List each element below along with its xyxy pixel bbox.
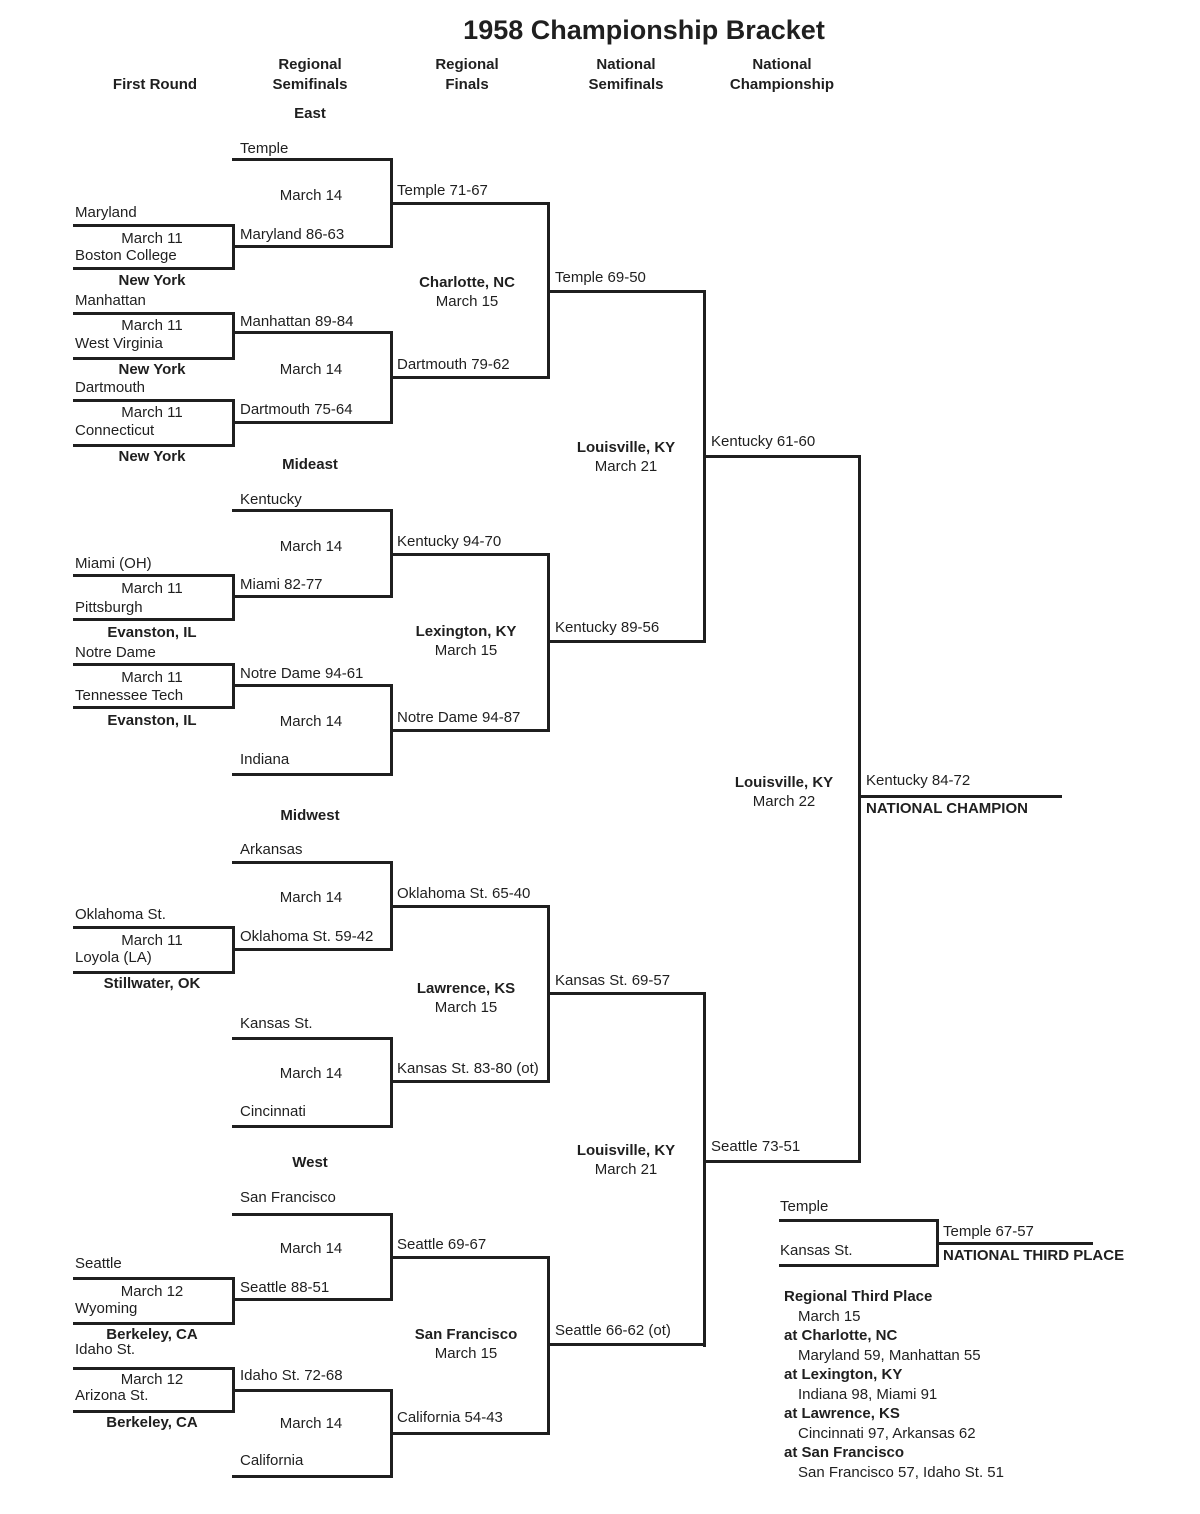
west-bye-bottom-team: California <box>240 1452 304 1469</box>
column-header-first-round: First Round <box>112 76 198 93</box>
east-game3-venue: New York <box>118 448 186 465</box>
east-game1-winner-line <box>232 245 390 248</box>
west-bye-bottom-line <box>232 1475 390 1478</box>
east-semi1-winner: Temple 71-67 <box>397 182 488 199</box>
west-game1-top-team: Seattle <box>75 1255 122 1272</box>
column-header-regional-semifinals-2: Semifinals <box>272 76 348 93</box>
east-game3-bottom-line <box>73 444 232 447</box>
third-place-label: NATIONAL THIRD PLACE <box>943 1247 1125 1264</box>
west-game2-winner: Idaho St. 72-68 <box>240 1367 343 1384</box>
midwest-bye-top-team: Arkansas <box>240 841 303 858</box>
east-game1-bottom-team: Boston College <box>75 247 177 264</box>
national-final-vertical <box>858 455 861 1163</box>
column-header-national-championship-2: Championship <box>729 76 835 93</box>
midwest-game1-top-line <box>73 926 232 929</box>
third-place-winner: Temple 67-57 <box>943 1223 1034 1240</box>
regional-third-place-heading: Regional Third Place <box>784 1288 933 1305</box>
west-game1-bottom-line <box>73 1322 232 1325</box>
mideast-game1-winner: Miami 82-77 <box>240 576 323 593</box>
third-place-bottom-line <box>779 1264 936 1267</box>
mideast-game2-venue: Evanston, IL <box>107 712 197 729</box>
east-bye-top-team: Temple <box>240 140 289 157</box>
mideast-bye-top-line <box>232 509 390 512</box>
mideast-final-winner-line <box>547 640 703 643</box>
region-label-mideast: Mideast <box>282 456 338 473</box>
third-place-top-team: Temple <box>780 1198 829 1215</box>
east-game3-top-line <box>73 399 232 402</box>
mideast-bye-bottom-line <box>232 773 390 776</box>
mideast-game1-top-team: Miami (OH) <box>75 555 152 572</box>
national-semi2-winner: Seattle 73-51 <box>711 1138 801 1155</box>
regional-third-place-result-3: Cincinnati 97, Arkansas 62 <box>798 1425 976 1442</box>
mideast-game2-winner: Notre Dame 94-61 <box>240 665 364 682</box>
national-semi1-date: March 21 <box>594 458 658 475</box>
mideast-final-vertical <box>547 553 550 732</box>
west-game1-bottom-team: Wyoming <box>75 1300 138 1317</box>
west-semi1-winner-line <box>390 1256 547 1259</box>
east-game3-winner-line <box>232 421 390 424</box>
west-final-venue: San Francisco <box>414 1326 518 1343</box>
midwest-semi1-date: March 14 <box>279 889 343 906</box>
midwest-game1-venue: Stillwater, OK <box>103 975 201 992</box>
national-champion-label: NATIONAL CHAMPION <box>866 800 1028 817</box>
midwest-game1-bottom-line <box>73 971 232 974</box>
mideast-final-venue: Lexington, KY <box>415 623 517 640</box>
east-semi1-vertical <box>390 158 393 248</box>
east-semi2-winner-line <box>390 376 547 379</box>
east-game1-top-line <box>73 224 232 227</box>
east-game2-top-line <box>73 312 232 315</box>
east-semi1-date: March 14 <box>279 187 343 204</box>
mideast-semi2-winner: Notre Dame 94-87 <box>397 709 521 726</box>
mideast-final-date: March 15 <box>434 642 498 659</box>
east-game2-vertical <box>232 312 235 360</box>
third-place-top-line <box>779 1219 936 1222</box>
east-final-venue: Charlotte, NC <box>419 274 515 291</box>
midwest-final-date: March 15 <box>434 999 498 1016</box>
page-title: 1958 Championship Bracket <box>463 15 825 45</box>
regional-third-place-venue-4: at San Francisco <box>784 1444 905 1461</box>
national-semi1-vertical <box>703 290 706 643</box>
west-game2-bottom-line <box>73 1410 232 1413</box>
midwest-final-vertical <box>547 905 550 1083</box>
east-final-vertical <box>547 202 550 379</box>
east-game2-winner-line <box>232 331 390 334</box>
midwest-game1-date: March 11 <box>121 932 183 949</box>
east-game3-date: March 11 <box>121 404 183 421</box>
midwest-semi2-vertical <box>390 1037 393 1128</box>
west-bye-top-line <box>232 1213 390 1216</box>
mideast-game1-winner-line <box>232 595 390 598</box>
east-bye-top-line <box>232 158 390 161</box>
east-game1-date: March 11 <box>121 230 183 247</box>
east-game1-winner: Maryland 86-63 <box>240 226 345 243</box>
column-header-regional-finals-2: Finals <box>445 76 489 93</box>
column-header-national-semifinals-2: Semifinals <box>588 76 664 93</box>
national-final-venue: Louisville, KY <box>734 774 834 791</box>
column-header-national-semifinals-1: National <box>596 56 656 73</box>
midwest-final-venue: Lawrence, KS <box>416 980 516 997</box>
west-semi2-winner-line <box>390 1432 547 1435</box>
east-semi1-winner-line <box>390 202 547 205</box>
mideast-semi1-date: March 14 <box>279 538 343 555</box>
mideast-semi2-winner-line <box>390 729 547 732</box>
east-game1-venue: New York <box>118 272 186 289</box>
midwest-semi1-winner-line <box>390 905 547 908</box>
column-header-regional-semifinals-1: Regional <box>278 56 342 73</box>
midwest-bye-mid-team: Kansas St. <box>240 1015 313 1032</box>
mideast-final-winner: Kentucky 89-56 <box>555 619 660 636</box>
midwest-game1-winner-line <box>232 948 390 951</box>
regional-third-place-venue-1: at Charlotte, NC <box>784 1327 898 1344</box>
west-semi2-winner: California 54-43 <box>397 1409 503 1426</box>
national-semi2-vertical <box>703 992 706 1347</box>
west-final-winner: Seattle 66-62 (ot) <box>555 1322 671 1339</box>
mideast-game1-bottom-team: Pittsburgh <box>75 599 143 616</box>
region-label-east: East <box>294 105 326 122</box>
west-game1-date: March 12 <box>120 1283 184 1300</box>
region-label-west: West <box>292 1154 328 1171</box>
east-game2-bottom-team: West Virginia <box>75 335 163 352</box>
mideast-bye-top-team: Kentucky <box>240 491 302 508</box>
east-semi2-date: March 14 <box>279 361 343 378</box>
east-game2-winner: Manhattan 89-84 <box>240 313 354 330</box>
west-game2-top-line <box>73 1367 232 1370</box>
mideast-game1-top-line <box>73 574 232 577</box>
mideast-bye-bottom-team: Indiana <box>240 751 290 768</box>
midwest-semi2-winner-line <box>390 1080 547 1083</box>
west-game2-bottom-team: Arizona St. <box>75 1387 149 1404</box>
region-label-midwest: Midwest <box>280 807 340 824</box>
west-game1-winner-line <box>232 1298 390 1301</box>
mideast-semi1-winner: Kentucky 94-70 <box>397 533 502 550</box>
east-game2-venue: New York <box>118 361 186 378</box>
regional-third-place-result-1: Maryland 59, Manhattan 55 <box>798 1347 981 1364</box>
national-semi1-winner-line <box>703 455 860 458</box>
mideast-semi1-winner-line <box>390 553 547 556</box>
mideast-game1-date: March 11 <box>121 580 183 597</box>
east-game3-winner: Dartmouth 75-64 <box>240 401 353 418</box>
mideast-game1-venue: Evanston, IL <box>107 624 197 641</box>
west-game2-venue: Berkeley, CA <box>106 1414 198 1431</box>
midwest-game1-top-team: Oklahoma St. <box>75 906 166 923</box>
west-game1-venue: Berkeley, CA <box>106 1326 198 1343</box>
third-place-winner-line <box>936 1242 1093 1245</box>
mideast-semi1-vertical <box>390 509 393 598</box>
midwest-semi2-date: March 14 <box>279 1065 343 1082</box>
west-game2-winner-line <box>232 1389 390 1392</box>
mideast-semi2-vertical <box>390 684 393 776</box>
mideast-semi2-date: March 14 <box>279 713 343 730</box>
west-game1-winner: Seattle 88-51 <box>240 1279 330 1296</box>
east-final-winner-line <box>547 290 703 293</box>
west-semi1-vertical <box>390 1213 393 1301</box>
west-semi2-vertical <box>390 1389 393 1478</box>
west-game1-vertical <box>232 1277 235 1325</box>
east-semi2-winner: Dartmouth 79-62 <box>397 356 510 373</box>
mideast-game2-date: March 11 <box>121 669 183 686</box>
mideast-game2-bottom-team: Tennessee Tech <box>75 687 184 704</box>
national-semi2-venue: Louisville, KY <box>576 1142 676 1159</box>
west-final-winner-line <box>547 1343 703 1346</box>
east-game2-bottom-line <box>73 357 232 360</box>
mideast-game1-bottom-line <box>73 618 232 621</box>
column-header-regional-finals-1: Regional <box>435 56 499 73</box>
midwest-bye-bottom-line <box>232 1125 390 1128</box>
mideast-game2-bottom-line <box>73 706 232 709</box>
east-game1-top-team: Maryland <box>75 204 137 221</box>
midwest-bye-top-line <box>232 861 390 864</box>
east-final-winner: Temple 69-50 <box>555 269 646 286</box>
west-final-date: March 15 <box>434 1345 498 1362</box>
west-game1-top-line <box>73 1277 232 1280</box>
midwest-final-winner-line <box>547 992 703 995</box>
national-semi1-winner: Kentucky 61-60 <box>711 433 816 450</box>
west-game2-date: March 12 <box>120 1371 184 1388</box>
east-game3-bottom-team: Connecticut <box>75 422 155 439</box>
column-header-national-championship-1: National <box>752 56 812 73</box>
west-bye-top-team: San Francisco <box>240 1189 336 1206</box>
east-game2-top-team: Manhattan <box>75 292 146 309</box>
east-game2-date: March 11 <box>121 317 183 334</box>
midwest-semi1-winner: Oklahoma St. 65-40 <box>397 885 531 902</box>
national-final-date: March 22 <box>752 793 816 810</box>
mideast-game2-winner-line <box>232 684 390 687</box>
midwest-game1-winner: Oklahoma St. 59-42 <box>240 928 374 945</box>
west-semi2-date: March 14 <box>279 1415 343 1432</box>
national-final-winner: Kentucky 84-72 <box>866 772 971 789</box>
regional-third-place-date: March 15 <box>798 1308 861 1325</box>
national-semi1-venue: Louisville, KY <box>576 439 676 456</box>
midwest-semi2-winner: Kansas St. 83-80 (ot) <box>397 1060 539 1077</box>
west-semi1-date: March 14 <box>279 1240 343 1257</box>
regional-third-place-venue-2: at Lexington, KY <box>784 1366 903 1383</box>
midwest-semi1-vertical <box>390 861 393 951</box>
midwest-game1-bottom-team: Loyola (LA) <box>75 949 152 966</box>
west-game2-top-team: Idaho St. <box>75 1341 136 1358</box>
national-champion-line <box>858 795 1062 798</box>
midwest-bye-bottom-team: Cincinnati <box>240 1103 306 1120</box>
east-game3-top-team: Dartmouth <box>75 379 146 396</box>
regional-third-place-result-4: San Francisco 57, Idaho St. 51 <box>798 1464 1004 1481</box>
west-final-vertical <box>547 1256 550 1435</box>
midwest-bye-mid-line <box>232 1037 390 1040</box>
regional-third-place-venue-3: at Lawrence, KS <box>784 1405 900 1422</box>
east-final-date: March 15 <box>435 293 499 310</box>
national-semi2-winner-line <box>703 1160 861 1163</box>
national-semi2-date: March 21 <box>594 1161 658 1178</box>
mideast-game2-top-team: Notre Dame <box>75 644 156 661</box>
east-semi2-vertical <box>390 331 393 424</box>
third-place-bottom-team: Kansas St. <box>780 1242 853 1259</box>
east-game1-bottom-line <box>73 267 232 270</box>
mideast-game2-top-line <box>73 663 232 666</box>
regional-third-place-result-2: Indiana 98, Miami 91 <box>798 1386 938 1403</box>
midwest-final-winner: Kansas St. 69-57 <box>555 972 671 989</box>
west-semi1-winner: Seattle 69-67 <box>397 1236 487 1253</box>
